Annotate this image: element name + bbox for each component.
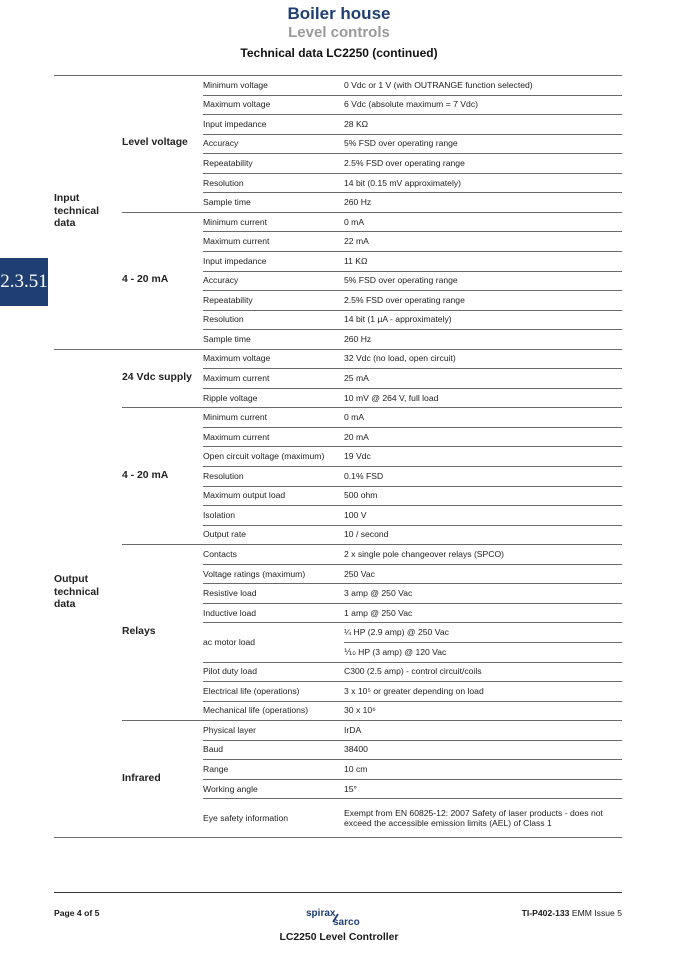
param-value: 100 V bbox=[344, 509, 367, 520]
param-value: 11 KΩ bbox=[344, 255, 368, 266]
param-value: IrDA bbox=[344, 724, 362, 735]
param-label: Maximum current bbox=[203, 373, 270, 384]
param-value: 0 Vdc or 1 V (with OUTRANGE function selected) bbox=[344, 79, 533, 90]
page-number: Page 4 of 5 bbox=[54, 908, 100, 918]
spec-row bbox=[203, 740, 622, 760]
spec-row bbox=[203, 446, 622, 466]
param-label: Minimum current bbox=[203, 216, 267, 227]
spec-row bbox=[203, 388, 622, 408]
spec-row bbox=[203, 505, 622, 525]
param-value: 0.1% FSD bbox=[344, 470, 384, 481]
param-label: Mechanical life (operations) bbox=[203, 705, 309, 716]
param-value: 19 Vdc bbox=[344, 451, 371, 462]
spec-row bbox=[203, 681, 622, 701]
param-label: Minimum voltage bbox=[203, 79, 268, 90]
param-label: Accuracy bbox=[203, 138, 239, 149]
spec-row bbox=[203, 231, 622, 251]
subgroup-label: 4 - 20 mA bbox=[122, 274, 169, 286]
param-label: Inductive load bbox=[203, 607, 257, 618]
group-label: Input technical data bbox=[54, 193, 100, 230]
param-label: Maximum voltage bbox=[203, 353, 271, 364]
param-label: Electrical life (operations) bbox=[203, 685, 300, 696]
subgroup-label: Level voltage bbox=[122, 137, 188, 149]
spec-row bbox=[203, 407, 622, 427]
spec-row bbox=[203, 701, 622, 721]
param-value: 6 Vdc (absolute maximum = 7 Vdc) bbox=[344, 99, 478, 110]
param-value: 2 x single pole changeover relays (SPCO) bbox=[344, 548, 505, 559]
param-value: 260 Hz bbox=[344, 333, 372, 344]
spec-row bbox=[203, 212, 622, 232]
param-value: ¼ HP (2.9 amp) @ 250 Vac bbox=[344, 627, 449, 638]
spec-row bbox=[203, 329, 622, 349]
param-value: 25 mA bbox=[344, 373, 369, 384]
spirax-sarco-logo bbox=[300, 905, 380, 927]
spec-row bbox=[203, 173, 622, 193]
product-title: LC2250 Level Controller bbox=[279, 932, 399, 943]
param-label: Pilot duty load bbox=[203, 666, 257, 677]
param-value: 0 mA bbox=[344, 412, 365, 423]
param-label: Resolution bbox=[203, 470, 244, 481]
spec-row bbox=[203, 114, 622, 134]
param-label: Baud bbox=[203, 744, 224, 755]
param-label: Maximum voltage bbox=[203, 99, 271, 110]
param-label: Output rate bbox=[203, 529, 246, 540]
spec-row bbox=[203, 427, 622, 447]
param-value: 15° bbox=[344, 783, 357, 794]
param-value: 22 mA bbox=[344, 236, 369, 247]
spec-row bbox=[203, 251, 622, 271]
spec-row bbox=[203, 798, 622, 837]
spec-row bbox=[203, 583, 622, 603]
param-value: 14 bit (0.15 mV approximately) bbox=[344, 177, 462, 188]
spec-row bbox=[203, 153, 622, 173]
spec-row bbox=[203, 720, 622, 740]
param-label: Ripple voltage bbox=[203, 392, 258, 403]
doc-issue: EMM Issue 5 bbox=[571, 908, 622, 918]
spec-row bbox=[203, 75, 622, 95]
spec-row bbox=[203, 310, 622, 330]
page-title: Boiler house bbox=[287, 4, 391, 23]
spec-row bbox=[203, 95, 622, 115]
param-label: Range bbox=[203, 764, 229, 775]
spec-row bbox=[203, 662, 622, 682]
param-label: Sample time bbox=[203, 197, 251, 208]
spec-row bbox=[203, 486, 622, 506]
spec-row bbox=[203, 779, 622, 799]
section-heading: Technical data LC2250 (continued) bbox=[240, 46, 438, 60]
spec-row bbox=[203, 622, 622, 661]
spec-row bbox=[203, 525, 622, 545]
param-value: 1 amp @ 250 Vac bbox=[344, 607, 413, 618]
param-value: Exempt from EN 60825-12: 2007 Safety of laser products - does not exceed the accessible emission limits (AEL) of Class 1 bbox=[344, 807, 603, 828]
param-label: Voltage ratings (maximum) bbox=[203, 568, 306, 579]
param-label: Contacts bbox=[203, 548, 237, 559]
param-label: Accuracy bbox=[203, 275, 239, 286]
spec-row bbox=[203, 290, 622, 310]
param-value: 250 Vac bbox=[344, 568, 375, 579]
param-value: 30 x 10⁶ bbox=[344, 705, 376, 716]
param-label: Eye safety information bbox=[203, 812, 289, 823]
param-value: 14 bit (1 µA - approximately) bbox=[344, 314, 452, 325]
param-value: 0 mA bbox=[344, 216, 365, 227]
spec-row bbox=[203, 759, 622, 779]
param-value: C300 (2.5 amp) - control circuit/coils bbox=[344, 666, 482, 677]
param-label: Resistive load bbox=[203, 588, 257, 599]
subgroup-label: Infrared bbox=[122, 772, 161, 784]
document-code bbox=[522, 908, 622, 918]
spec-row bbox=[203, 271, 622, 291]
doc-code: TI-P402-133 bbox=[521, 908, 570, 918]
param-label: Sample time bbox=[203, 333, 251, 344]
subgroup-label: 24 Vdc supply bbox=[122, 372, 192, 384]
param-value: 2.5% FSD over operating range bbox=[344, 157, 465, 168]
param-label: Resolution bbox=[203, 314, 244, 325]
logo-top-text: spirax bbox=[306, 908, 336, 919]
subgroup-label: 4 - 20 mA bbox=[122, 469, 169, 481]
param-value: 10 cm bbox=[344, 764, 368, 775]
spec-row bbox=[203, 349, 622, 369]
subgroup-label: Relays bbox=[122, 626, 156, 638]
param-label: Repeatability bbox=[203, 157, 253, 168]
param-value: 10 mV @ 264 V, full load bbox=[344, 392, 439, 403]
param-value: ⅒ HP (3 amp) @ 120 Vac bbox=[344, 646, 447, 657]
param-label: Repeatability bbox=[203, 294, 253, 305]
param-label: Minimum current bbox=[203, 412, 267, 423]
spec-row bbox=[203, 368, 622, 388]
param-label: ac motor load bbox=[203, 636, 256, 647]
param-label: Input impedance bbox=[203, 118, 267, 129]
spec-row bbox=[203, 603, 622, 623]
param-value: 38400 bbox=[344, 744, 368, 755]
param-value: 32 Vdc (no load, open circuit) bbox=[344, 353, 456, 364]
param-label: Resolution bbox=[203, 177, 244, 188]
param-value: 500 ohm bbox=[344, 490, 378, 501]
param-value: 20 mA bbox=[344, 431, 369, 442]
param-value: 10 / second bbox=[344, 529, 389, 540]
spec-row bbox=[203, 192, 622, 212]
param-label: Physical layer bbox=[203, 724, 257, 735]
page-subtitle: Level controls bbox=[288, 24, 390, 41]
param-value: 28 KΩ bbox=[344, 118, 369, 129]
spec-row bbox=[203, 544, 622, 564]
param-label: Open circuit voltage (maximum) bbox=[203, 451, 325, 462]
param-value: 5% FSD over operating range bbox=[344, 275, 458, 286]
spec-row bbox=[203, 466, 622, 486]
section-tab: 2.3.51 bbox=[0, 258, 48, 306]
spec-row bbox=[203, 134, 622, 154]
param-value: 260 Hz bbox=[344, 197, 372, 208]
param-value: 3 x 10⁵ or greater depending on load bbox=[344, 685, 484, 696]
param-label: Isolation bbox=[203, 509, 236, 520]
param-value: 3 amp @ 250 Vac bbox=[344, 588, 413, 599]
group-label: Output technical data bbox=[54, 574, 100, 611]
param-value: 5% FSD over operating range bbox=[344, 138, 458, 149]
param-label: Working angle bbox=[203, 783, 258, 794]
param-label: Maximum current bbox=[203, 236, 270, 247]
footer-divider bbox=[54, 892, 622, 893]
param-value: 2.5% FSD over operating range bbox=[344, 294, 465, 305]
spec-row bbox=[203, 564, 622, 584]
logo-bottom-text: sarco bbox=[333, 917, 360, 927]
param-label: Maximum output load bbox=[203, 490, 286, 501]
row-divider bbox=[54, 837, 622, 838]
param-label: Input impedance bbox=[203, 255, 267, 266]
param-label: Maximum current bbox=[203, 431, 270, 442]
